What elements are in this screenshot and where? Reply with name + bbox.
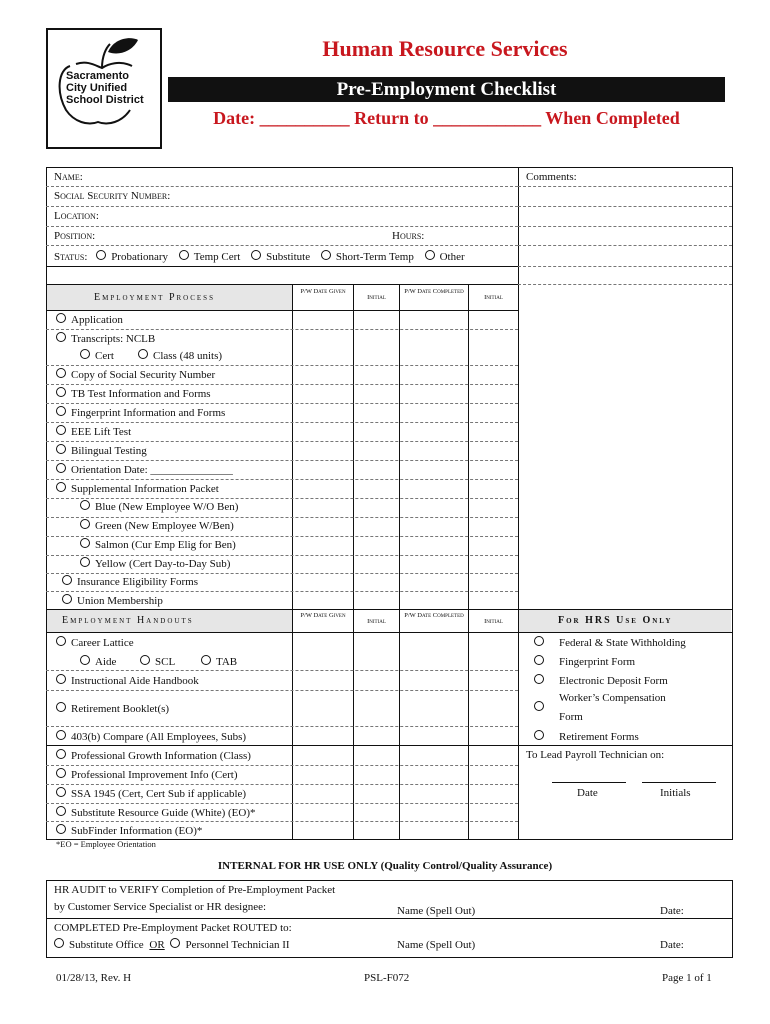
status-short-term-temp[interactable]: Short-Term Temp	[321, 251, 414, 263]
radio-icon	[56, 730, 66, 740]
item-green[interactable]: Green (New Employee W/Ben)	[80, 519, 234, 532]
status-other[interactable]: Other	[425, 251, 465, 263]
radio-icon	[56, 482, 66, 492]
radio-icon	[56, 387, 66, 397]
radio-icon	[56, 824, 66, 834]
routed-date-label: Date:	[660, 939, 684, 951]
col-initial-2: Initial	[484, 294, 503, 301]
logo-text: Sacramento City Unified School District	[66, 70, 144, 106]
col-pw-given: P/W Date Given	[300, 288, 346, 295]
position-label: Position:	[54, 230, 96, 242]
hrs-form-label: Form	[559, 711, 583, 723]
hrs-date-label: Date	[577, 787, 598, 799]
hrs-workers-comp[interactable]: Worker’s Compensation	[534, 692, 666, 711]
hrs-heading: For HRS Use Only	[558, 615, 673, 626]
audit-line1: HR AUDIT to VERIFY Completion of Pre-Employment Packet	[54, 884, 336, 896]
item-subfinder[interactable]: SubFinder Information (EO)*	[56, 824, 202, 837]
location-label: Location:	[54, 210, 99, 222]
col-initial: Initial	[367, 294, 386, 301]
routed-name-label: Name (Spell Out)	[397, 939, 476, 951]
audit-line2: by Customer Service Specialist or HR designee:	[54, 901, 267, 913]
internal-heading: INTERNAL FOR HR USE ONLY (Quality Control/Quality Assurance)	[217, 860, 553, 872]
comments-label: Comments:	[526, 171, 577, 183]
ssn-label: Social Security Number:	[54, 190, 171, 202]
radio-icon	[425, 250, 435, 260]
lead-payroll-label: To Lead Payroll Technician on:	[526, 749, 665, 761]
item-aide[interactable]: Aide	[80, 655, 116, 668]
employment-handouts-heading: Employment Handouts	[62, 615, 194, 626]
radio-icon	[534, 655, 544, 665]
radio-icon	[251, 250, 261, 260]
hrs-deposit[interactable]: Electronic Deposit Form	[534, 674, 668, 687]
col-initial-3: Initial	[367, 618, 386, 625]
item-prof-improvement[interactable]: Professional Improvement Info (Cert)	[56, 768, 237, 781]
item-bilingual[interactable]: Bilingual Testing	[56, 444, 147, 457]
radio-icon	[170, 938, 180, 948]
footer-form-id: PSL-F072	[364, 972, 410, 984]
item-eee-lift[interactable]: EEE Lift Test	[56, 425, 131, 438]
hrs-fingerprint[interactable]: Fingerprint Form	[534, 655, 635, 668]
routed-personnel[interactable]: Personnel Technician II	[170, 939, 289, 951]
item-aide-handbook[interactable]: Instructional Aide Handbook	[56, 674, 199, 687]
routed-line1: COMPLETED Pre-Employment Packet ROUTED to:	[54, 922, 292, 934]
radio-icon	[62, 594, 72, 604]
name-label: Name:	[54, 171, 83, 183]
eo-footnote: *EO = Employee Orientation	[56, 839, 156, 849]
employment-process-heading: Employment Process	[94, 292, 215, 303]
item-sub-guide[interactable]: Substitute Resource Guide (White) (EO)*	[56, 806, 256, 819]
audit-name-label: Name (Spell Out)	[397, 905, 476, 917]
radio-icon	[56, 463, 66, 473]
item-ssn-copy[interactable]: Copy of Social Security Number	[56, 368, 215, 381]
item-career-lattice[interactable]: Career Lattice	[56, 636, 134, 649]
radio-icon	[56, 332, 66, 342]
radio-icon	[56, 636, 66, 646]
radio-icon	[140, 655, 150, 665]
radio-icon	[56, 806, 66, 816]
hrs-retirement[interactable]: Retirement Forms	[534, 730, 639, 743]
date-return-line: Date: __________ Return to ____________ When Completed	[213, 108, 680, 128]
item-scl[interactable]: SCL	[140, 655, 175, 668]
radio-icon	[56, 749, 66, 759]
radio-icon	[80, 538, 90, 548]
footer-page: Page 1 of 1	[662, 972, 712, 984]
item-tb-test[interactable]: TB Test Information and Forms	[56, 387, 211, 400]
radio-icon	[80, 557, 90, 567]
radio-icon	[534, 674, 544, 684]
item-tab[interactable]: TAB	[201, 655, 237, 668]
radio-icon	[96, 250, 106, 260]
status-temp-cert[interactable]: Temp Cert	[179, 251, 241, 263]
item-application[interactable]: Application	[56, 313, 123, 326]
item-union[interactable]: Union Membership	[62, 594, 163, 607]
routed-options: Substitute Office OR Personnel Technician II	[54, 938, 290, 951]
status-substitute[interactable]: Substitute	[251, 251, 310, 263]
radio-icon	[80, 655, 90, 665]
item-orientation[interactable]: Orientation Date: _______________	[56, 463, 233, 476]
hours-label: Hours:	[392, 230, 425, 242]
col-pw-completed: P/W Date Completed	[404, 288, 464, 295]
routed-substitute[interactable]: Substitute Office	[54, 939, 144, 951]
radio-icon	[56, 768, 66, 778]
radio-icon	[56, 702, 66, 712]
item-yellow[interactable]: Yellow (Cert Day-to-Day Sub)	[80, 557, 230, 570]
radio-icon	[56, 368, 66, 378]
radio-icon	[179, 250, 189, 260]
radio-icon	[534, 730, 544, 740]
item-salmon[interactable]: Salmon (Cur Emp Elig for Ben)	[80, 538, 236, 551]
hrs-initials-label: Initials	[660, 787, 691, 799]
radio-icon	[56, 406, 66, 416]
footer-revision: 01/28/13, Rev. H	[56, 972, 132, 984]
item-403b[interactable]: 403(b) Compare (All Employees, Subs)	[56, 730, 246, 743]
status-probationary[interactable]: Probationary	[96, 251, 168, 263]
radio-icon	[80, 349, 90, 359]
hrs-withholding[interactable]: Federal & State Withholding	[534, 636, 686, 649]
status-row: Status: Probationary Temp Cert Substitute Short-Term Temp Other	[54, 251, 465, 263]
col-initial-4: Initial	[484, 618, 503, 625]
item-class[interactable]: Class (48 units)	[138, 349, 222, 362]
radio-icon	[56, 425, 66, 435]
radio-icon	[54, 938, 64, 948]
item-retirement-booklet[interactable]: Retirement Booklet(s)	[56, 702, 169, 715]
radio-icon	[56, 444, 66, 454]
item-insurance[interactable]: Insurance Eligibility Forms	[62, 575, 198, 588]
radio-icon	[80, 500, 90, 510]
page-title: Human Resource Services	[322, 36, 568, 61]
radio-icon	[534, 701, 544, 711]
radio-icon	[56, 787, 66, 797]
item-ssa1945[interactable]: SSA 1945 (Cert, Cert Sub if applicable)	[56, 787, 246, 800]
item-blue[interactable]: Blue (New Employee W/O Ben)	[80, 500, 238, 513]
radio-icon	[201, 655, 211, 665]
col-pw-completed-2: P/W Date Completed	[404, 612, 464, 619]
item-fingerprint[interactable]: Fingerprint Information and Forms	[56, 406, 225, 419]
col-pw-given-2: P/W Date Given	[300, 612, 346, 619]
form-title: Pre-Employment Checklist	[168, 77, 725, 102]
radio-icon	[138, 349, 148, 359]
audit-date-label: Date:	[660, 905, 684, 917]
radio-icon	[321, 250, 331, 260]
radio-icon	[56, 674, 66, 684]
radio-icon	[534, 636, 544, 646]
item-supplemental[interactable]: Supplemental Information Packet	[56, 482, 219, 495]
item-prof-growth[interactable]: Professional Growth Information (Class)	[56, 749, 251, 762]
radio-icon	[62, 575, 72, 585]
radio-icon	[56, 313, 66, 323]
item-cert[interactable]: Cert	[80, 349, 114, 362]
radio-icon	[80, 519, 90, 529]
item-transcripts[interactable]: Transcripts: NCLB	[56, 332, 155, 345]
